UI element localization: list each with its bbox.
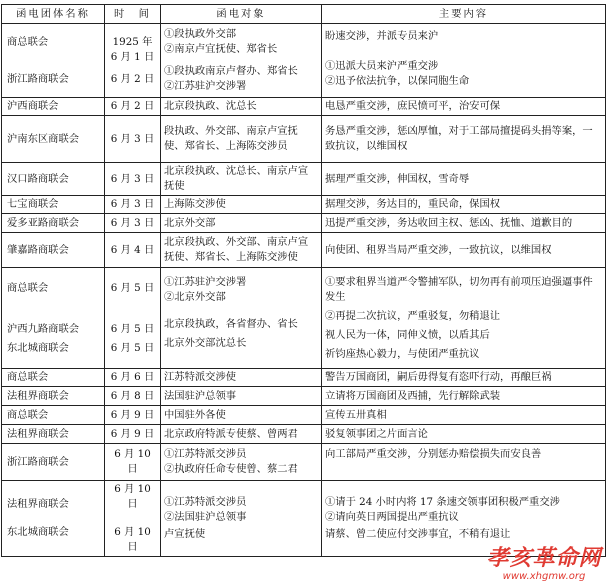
target-cell: 中国驻外各使 bbox=[161, 406, 322, 425]
content-cell: 向工部局严重交涉，分别惩办赔偿损失而安良善 bbox=[322, 444, 606, 481]
org-cell: 浙江路商联会 bbox=[2, 444, 105, 481]
content-text bbox=[325, 44, 602, 59]
org-cell bbox=[2, 481, 105, 557]
content-text: 请蔡、曾二使应付交涉事宜，不稍有退让 bbox=[325, 528, 511, 540]
org-cell: 沪西商联会 bbox=[2, 98, 105, 116]
org-text: 商总联会 bbox=[7, 281, 49, 294]
content-cell: 据理交涉，务达目的，重民命，保国权 bbox=[322, 196, 606, 214]
org-cell bbox=[2, 24, 105, 98]
content-text: ①要求租界当道严令警捕军队，切勿再有前项压迫强逼事件发生 bbox=[325, 275, 593, 303]
org-cell: 法租界商联会 bbox=[2, 425, 105, 444]
table-row bbox=[2, 233, 606, 268]
content-text: 盼速交涉，并派专员来沪 bbox=[325, 29, 439, 42]
content-cell: 立请将万国商团及西捕，先行解除武装 bbox=[322, 387, 606, 406]
content-text: 视人民为一体，同伸义愤，以盾其后 bbox=[325, 328, 490, 341]
target-text: ②江苏驻沪交涉署 bbox=[164, 80, 247, 92]
watermark-title: 孝亥革命网 bbox=[486, 546, 602, 571]
target-text: 北京段执政，各省督办、省长 bbox=[164, 318, 298, 330]
content-cell bbox=[322, 268, 606, 369]
date-cell bbox=[105, 481, 161, 557]
table-row bbox=[2, 163, 606, 196]
content-text: ②请向英日两国提出严重抗议 bbox=[325, 511, 459, 523]
target-cell bbox=[161, 444, 322, 481]
header-date: 时 间 bbox=[105, 5, 161, 24]
org-text: 商总联会 bbox=[7, 35, 49, 48]
date-text: 6 月 5 日 bbox=[110, 322, 155, 335]
org-text: 东北城商联会 bbox=[7, 526, 69, 538]
content-cell: 向使团、租界当局严重交涉，一致抗议，以维国权 bbox=[322, 233, 606, 268]
target-cell: 北京段执政、外交部、南京卢宣抚使、郑省长、上海陈交涉使 bbox=[161, 233, 322, 268]
content-cell: 电恳严重交涉，庶民愤可平，治安可保 bbox=[322, 98, 606, 116]
target-cell bbox=[161, 268, 322, 369]
date-cell bbox=[105, 24, 161, 98]
date-cell: 6 月 10 日 bbox=[105, 444, 161, 481]
table-row bbox=[2, 116, 606, 163]
target-text: ②法国驻沪总领事 bbox=[164, 511, 247, 523]
target-cell: 北京政府特派专使蔡、曾两君 bbox=[161, 425, 322, 444]
content-text: ①请于 24 小时内将 17 条速交领事团积极严重交涉 bbox=[325, 496, 560, 508]
header-row bbox=[2, 5, 606, 24]
target-cell: 北京外交部 bbox=[161, 214, 322, 233]
org-cell bbox=[2, 268, 105, 369]
date-cell: 6 月 4 日 bbox=[105, 233, 161, 268]
date-text: 6 月 5 日 bbox=[110, 341, 155, 354]
table-row bbox=[2, 214, 606, 233]
target-text: ②北京外交部 bbox=[164, 291, 226, 303]
org-cell: 爱多亚路商联会 bbox=[2, 214, 105, 233]
header-org: 函电团体名称 bbox=[2, 5, 105, 24]
date-text: 6 月 5 日 bbox=[110, 281, 155, 294]
org-cell: 汉口路商联会 bbox=[2, 163, 105, 196]
target-text: 卢宣抚使 bbox=[164, 528, 206, 540]
target-text: 北京外交部沈总长 bbox=[164, 337, 247, 349]
table-row bbox=[2, 268, 606, 369]
content-cell: 务恳严重交涉，惩凶厚恤，对于工部局擅提码头捐等案，一致抗议，以维国权 bbox=[322, 116, 606, 163]
table-row bbox=[2, 196, 606, 214]
content-text: ②再提二次抗议，严重驳复，勿稍退让 bbox=[325, 309, 501, 322]
target-text: ①江苏特派交涉员 bbox=[164, 448, 247, 460]
table-row bbox=[2, 444, 606, 481]
date-cell: 6 月 3 日 bbox=[105, 163, 161, 196]
target-cell: 北京段执政、沈总长、南京卢宣抚使 bbox=[161, 163, 322, 196]
target-text: ①江苏驻沪交涉署 bbox=[164, 276, 247, 288]
target-cell bbox=[161, 24, 322, 98]
content-cell: 警告万国商团，嗣后毋得复有恣吓行动，再酿巨祸 bbox=[322, 369, 606, 387]
org-cell: 肇嘉路商联会 bbox=[2, 233, 105, 268]
target-text: ①江苏特派交涉员 bbox=[164, 496, 247, 508]
site-watermark bbox=[485, 547, 603, 582]
target-cell: 江苏特派交涉使 bbox=[161, 369, 322, 387]
date-cell: 6 月 3 日 bbox=[105, 196, 161, 214]
date-text: 6 月 2 日 bbox=[110, 72, 155, 85]
header-target: 函电对象 bbox=[161, 5, 322, 24]
date-text: 6 月 10 日 bbox=[114, 483, 151, 510]
org-text: 沪西九路商联会 bbox=[7, 322, 80, 335]
target-cell: 段执政、外交部、南京卢宣抚使、郑省长、上海陈交涉员 bbox=[161, 116, 322, 163]
target-text: ②南京卢宜抚使、郑省长 bbox=[164, 43, 278, 55]
content-text: 祈钧座热心毅力，与使团严重抗议 bbox=[325, 347, 480, 360]
date-text: 1925 年 bbox=[112, 35, 153, 48]
content-cell: 宣传五卅真相 bbox=[322, 406, 606, 425]
date-cell: 6 月 3 日 bbox=[105, 214, 161, 233]
target-text: ①段执政南京卢督办、郑省长 bbox=[164, 65, 298, 77]
org-cell: 沪南东区商联会 bbox=[2, 116, 105, 163]
target-cell bbox=[161, 481, 322, 557]
date-text: 6 月 1 日 bbox=[110, 50, 155, 63]
content-cell: 据理严重交涉，伸国权，雪奇辱 bbox=[322, 163, 606, 196]
watermark-url: www.xhgmw.org bbox=[502, 571, 586, 582]
content-cell: 驳复领事团之片面言论 bbox=[322, 425, 606, 444]
target-text: ①段执政外交部 bbox=[164, 28, 237, 40]
org-cell: 商总联会 bbox=[2, 406, 105, 425]
org-cell: 法租界商联会 bbox=[2, 387, 105, 406]
org-text: 东北城商联会 bbox=[7, 341, 69, 354]
telegram-table bbox=[1, 4, 606, 557]
date-cell: 6 月 6 日 bbox=[105, 369, 161, 387]
date-cell: 6 月 2 日 bbox=[105, 98, 161, 116]
org-text: 浙江路商联会 bbox=[7, 72, 69, 85]
content-cell: 迅提严重交涉，务达收回主权、惩凶、抚恤、道歉目的 bbox=[322, 214, 606, 233]
table-row bbox=[2, 425, 606, 444]
table-row bbox=[2, 387, 606, 406]
date-cell: 6 月 3 日 bbox=[105, 116, 161, 163]
org-cell: 七宝商联会 bbox=[2, 196, 105, 214]
org-cell: 商总联会 bbox=[2, 369, 105, 387]
org-text: 法租界商联会 bbox=[7, 498, 69, 510]
target-text: ②执政府任命专使曾、蔡二君 bbox=[164, 463, 298, 475]
table-row bbox=[2, 369, 606, 387]
date-cell: 6 月 9 日 bbox=[105, 425, 161, 444]
target-cell: 上海陈交涉使 bbox=[161, 196, 322, 214]
content-text: ②迅予依法抗争，以保同胞生命 bbox=[325, 74, 470, 87]
header-content: 主要内容 bbox=[322, 5, 606, 24]
table-row bbox=[2, 24, 606, 98]
content-cell bbox=[322, 24, 606, 98]
content-text: ①迅派大员来沪严重交涉 bbox=[325, 59, 439, 72]
target-cell: 法国驻沪总领事 bbox=[161, 387, 322, 406]
date-text: 6 月 10 日 bbox=[114, 526, 151, 553]
table-row bbox=[2, 98, 606, 116]
date-cell: 6 月 8 日 bbox=[105, 387, 161, 406]
table-row bbox=[2, 406, 606, 425]
target-cell: 北京段执政、沈总长 bbox=[161, 98, 322, 116]
date-cell: 6 月 9 日 bbox=[105, 406, 161, 425]
date-cell bbox=[105, 268, 161, 369]
